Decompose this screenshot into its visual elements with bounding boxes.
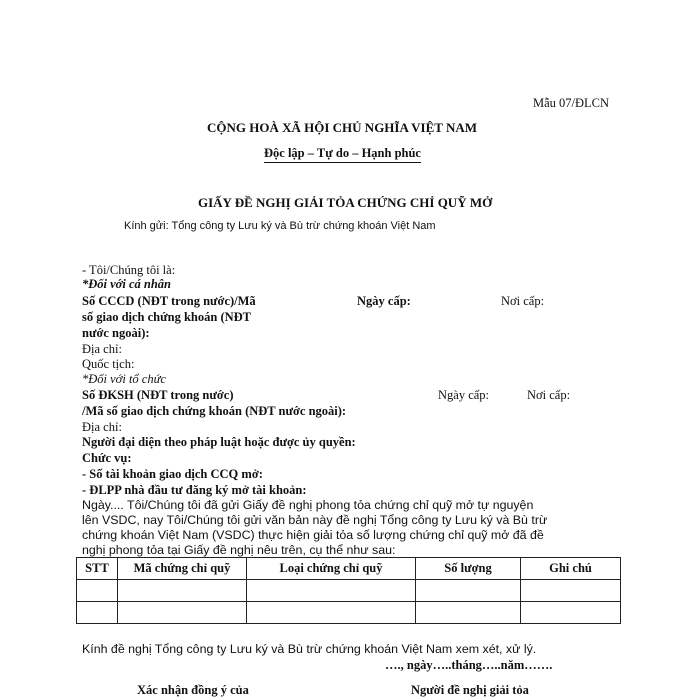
individual-issue-date-label: Ngày cấp: <box>357 294 411 308</box>
individual-issue-place-label: Nơi cấp: <box>501 294 545 308</box>
body-line-4: nghị phong tỏa tại Giấy đề nghị nêu trên, cụ thể như sau: <box>82 543 396 557</box>
form-code: Mẫu 07/ĐLCN <box>533 96 610 110</box>
table-header-notes: Ghi chú <box>521 558 621 580</box>
registration-number-label: Số ĐKSH (NĐT trong nước) <box>82 388 234 402</box>
id-number-label-cont: số giao dịch chứng khoán (NĐT <box>82 310 252 324</box>
organization-issue-date-label: Ngày cấp: <box>438 388 490 402</box>
table-header-fund-type: Loại chứng chỉ quỹ <box>247 558 416 580</box>
table-cell <box>77 580 118 602</box>
individual-heading: *Đối với cá nhân <box>82 277 172 291</box>
body-line-3: chứng khoán Việt Nam (VSDC) thực hiện giải tỏa số lượng chứng chỉ quỹ mở đã đề <box>82 528 544 542</box>
recipient-line: Kính gửi: Tổng công ty Lưu ký và Bù trừ chứng khoán Việt Nam <box>124 220 436 232</box>
table-header-stt: STT <box>77 558 118 580</box>
motto: Độc lập – Tự do – Hạnh phúc <box>264 146 421 163</box>
intro-line: - Tôi/Chúng tôi là: <box>82 263 176 277</box>
table-cell <box>521 602 621 624</box>
fund-certificate-table <box>76 557 621 624</box>
table-cell <box>118 602 247 624</box>
table-row <box>77 602 621 624</box>
id-number-label: Số CCCD (NĐT trong nước)/Mã <box>82 294 256 308</box>
table-cell <box>416 580 521 602</box>
closing-request: Kính đề nghị Tổng công ty Lưu ký và Bù trừ chứng khoán Việt Nam xem xét, xử lý. <box>82 642 537 656</box>
distributor-label: - ĐLPP nhà đầu tư đăng ký mở tài khoản: <box>82 483 307 497</box>
table-cell <box>416 602 521 624</box>
table-header-row <box>77 558 621 580</box>
date-line: …., ngày…..tháng…..năm……. <box>385 658 553 672</box>
table-cell <box>77 602 118 624</box>
organization-issue-place-label: Nơi cấp: <box>527 388 571 402</box>
table-cell <box>521 580 621 602</box>
organization-heading: *Đối với tổ chức <box>82 372 166 386</box>
table-cell <box>247 580 416 602</box>
id-number-label-cont2: nước ngoài): <box>82 326 150 340</box>
country-header: CỘNG HOÀ XÃ HỘI CHỦ NGHĨA VIỆT NAM <box>207 120 478 135</box>
representative-label: Người đại diện theo pháp luật hoặc được ủy quyền: <box>82 435 356 449</box>
left-signature-heading: Xác nhận đồng ý của <box>137 683 249 697</box>
table-cell <box>247 602 416 624</box>
table-row <box>77 580 621 602</box>
organization-address-label: Địa chỉ: <box>82 420 122 434</box>
registration-number-label-cont: /Mã số giao dịch chứng khoán (NĐT nước ngoài): <box>82 404 347 418</box>
table-cell <box>118 580 247 602</box>
nationality-label: Quốc tịch: <box>82 357 135 371</box>
page-title: GIẤY ĐỀ NGHỊ GIẢI TỎA CHỨNG CHỈ QUỸ MỞ <box>198 195 493 210</box>
body-line-1: Ngày.... Tôi/Chúng tôi đã gửi Giấy đề nghị phong tỏa chứng chỉ quỹ mở tự nguyện <box>82 498 534 512</box>
individual-address-label: Địa chỉ: <box>82 342 122 356</box>
right-signature-heading: Người đề nghị giải tỏa <box>411 683 529 697</box>
table-header-quantity: Số lượng <box>416 558 521 580</box>
position-label: Chức vụ: <box>82 451 132 465</box>
body-line-2: lên VSDC, nay Tôi/Chúng tôi gửi văn bản này đề nghị Tổng công ty Lưu ký và Bù trừ <box>82 513 548 527</box>
account-number-label: - Số tài khoản giao dịch CCQ mở: <box>82 467 263 481</box>
table-header-fund-code: Mã chứng chỉ quỹ <box>118 558 247 580</box>
